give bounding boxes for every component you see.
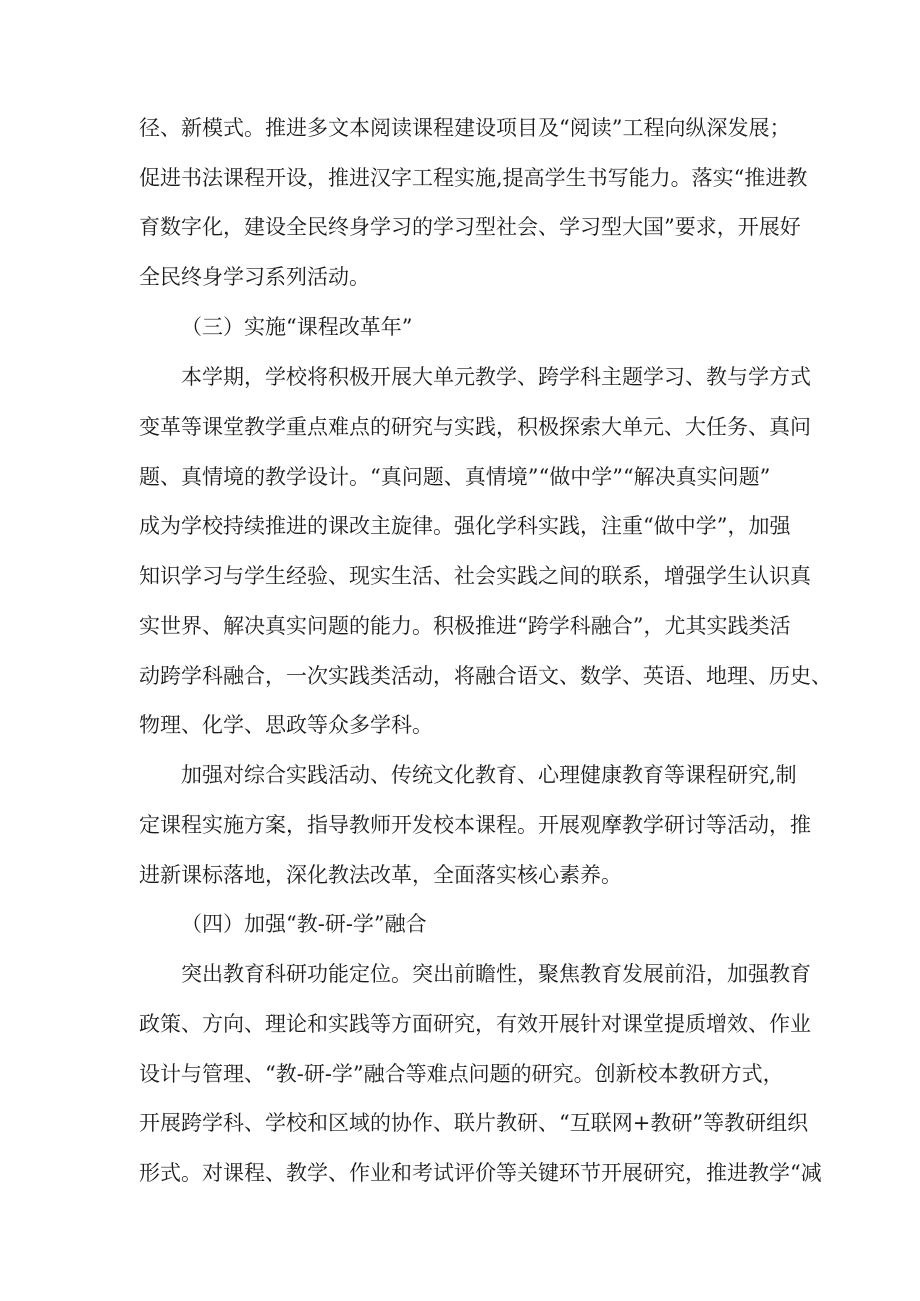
text-line: 进新课标落地，深化教法改革，全面落实核心素养。	[139, 863, 622, 887]
text-line: 设计与管理、“教-研-学”融合等难点问题的研究。创新校本教研方式，	[139, 1062, 784, 1086]
text-line: 促进书法课程开设，推进汉字工程实施,提高学生书写能力。落实“推进教	[139, 166, 808, 190]
text-line: 加强对综合实践活动、传统文化教育、心理健康教育等课程研究,制	[181, 763, 797, 787]
text-line: 全民终身学习系列活动。	[139, 265, 370, 289]
text-line: 题、真情境的教学设计。“真问题、真情境”“做中学”“解决真实问题”	[139, 465, 771, 489]
text-line: 知识学习与学生经验、现实生活、社会实践之间的联系，增强学生认识真	[139, 564, 811, 588]
text-line: 育数字化，建设全民终身学习的学习型社会、学习型大国”要求，开展好	[139, 215, 801, 239]
section-heading-3: （三）实施“课程改革年”	[181, 315, 413, 339]
text-line: 政策、方向、理论和实践等方面研究，有效开展针对课堂提质增效、作业	[139, 1012, 811, 1036]
text-line: 实世界、解决真实问题的能力。积极推进“跨学科融合”，尤其实践类活	[139, 614, 791, 638]
section-heading-4: （四）加强“教-研-学”融合	[181, 912, 427, 936]
text-line: 径、新模式。推进多文本阅读课程建设项目及“阅读”工程向纵深发展；	[139, 116, 791, 140]
text-line: 形式。对课程、教学、作业和考试评价等关键环节开展研究，推进教学“减	[139, 1161, 822, 1185]
text-line: 动跨学科融合，一次实践类活动，将融合语文、数学、英语、地理、历史、	[139, 664, 832, 688]
text-line: 成为学校持续推进的课改主旋律。强化学科实践，注重“做中学”，加强	[139, 514, 791, 538]
text-line: 变革等课堂教学重点难点的研究与实践，积极探索大单元、大任务、真问	[139, 415, 811, 439]
text-line: 突出教育科研功能定位。突出前瞻性，聚焦教育发展前沿，加强教育	[181, 962, 811, 986]
text-line: 开展跨学科、学校和区域的协作、联片教研、“互联网+教研”等教研组织	[139, 1111, 809, 1135]
text-line: 本学期，学校将积极开展大单元教学、跨学科主题学习、教与学方式	[181, 365, 811, 389]
text-line: 定课程实施方案，指导教师开发校本课程。开展观摩教学研讨等活动，推	[139, 813, 811, 837]
text-line: 物理、化学、思政等众多学科。	[139, 713, 433, 737]
